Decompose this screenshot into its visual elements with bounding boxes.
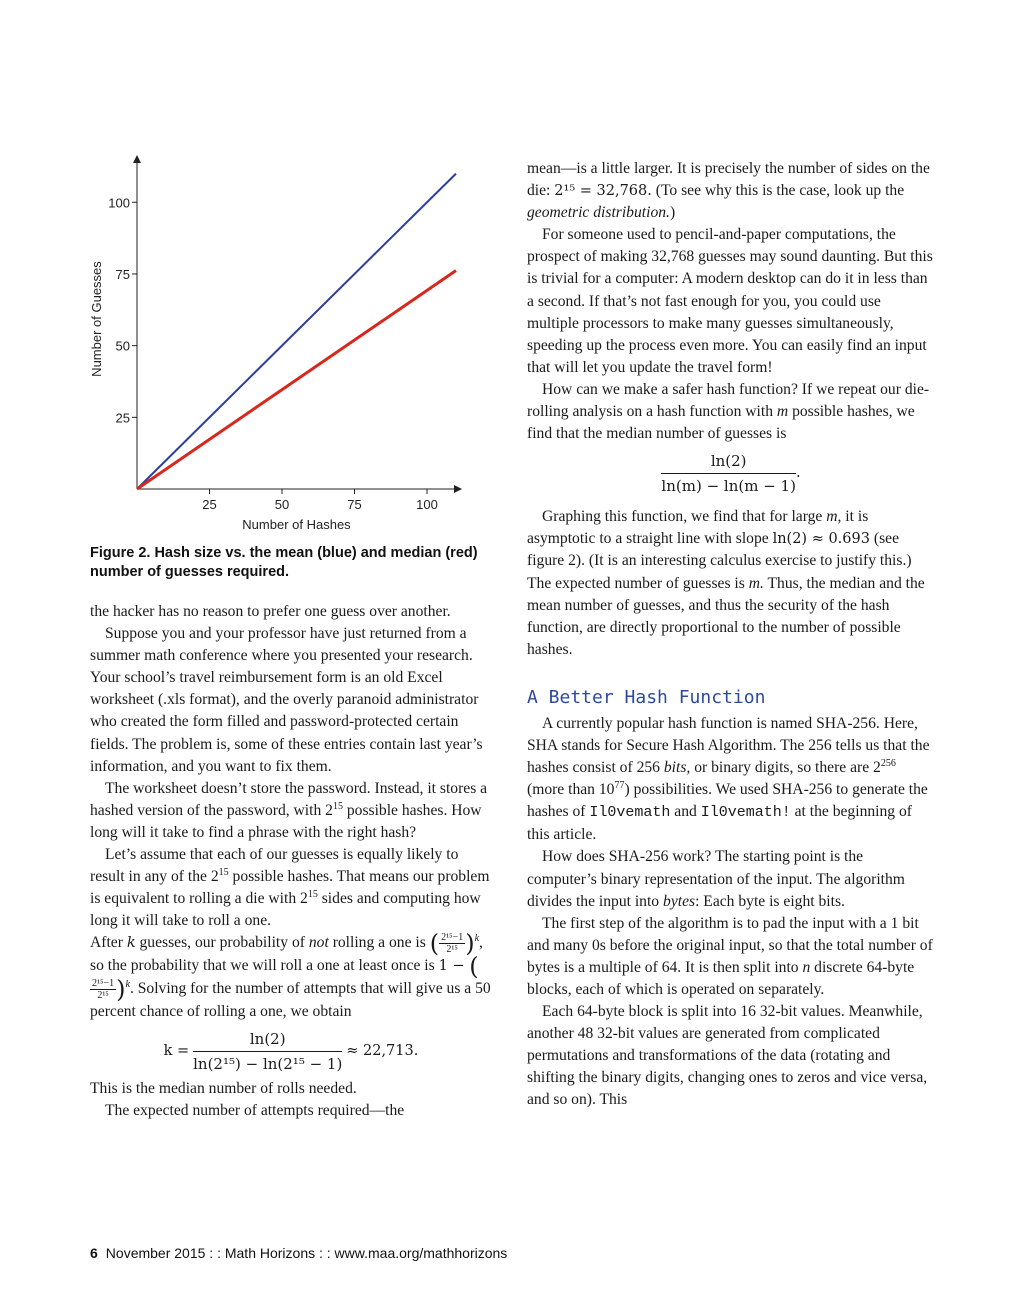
page-number: 6 xyxy=(90,1245,98,1261)
x-tick-label: 100 xyxy=(416,497,438,512)
paragraph: For someone used to pencil-and-paper computations, the prospect of making 32,768 guesses may sound daunting. But this is trivial for a computer: A modern desktop can do it in less than a second. If that’s not fast enough for you, you could use multiple processors to make many guesses simultaneously, speeding up the process even more. You can easily find an input that will let you update the travel form! xyxy=(527,226,933,376)
paragraph: How can we make a safer hash function? If we repeat our die-rolling analysis on a hash function with m possible hashes, we find that the median number of guesses is xyxy=(527,380,930,443)
section-heading: A Better Hash Function xyxy=(527,686,766,708)
y-tick-label: 75 xyxy=(115,266,130,282)
paragraph: The first step of the algorithm is to pad the input with a 1 bit and many 0s before the original input, so that the total number of bytes is a multiple of 64. It is then split into n discrete 64-byte blocks, each of which is operated on separately. xyxy=(527,914,933,998)
paragraph: Graphing this function, we find that for large m, it is asymptotic to a straight line with slope ln(2) ≈ 0.693 (see figure 2). (It is an interesting calculus exercise to justify this.) The expected number of guesses is m. Thus, the median and the mean number of guesses, and thus the security of the hash function, are directly proportional to the number of possible hashes. xyxy=(527,508,925,658)
page-footer xyxy=(90,1245,507,1261)
series-mean-line xyxy=(137,174,456,489)
y-axis-arrow xyxy=(133,155,141,163)
paragraph: The worksheet doesn’t store the password. Instead, it stores a hashed version of the password, with $2^{15}$ possible hashes. How long will it take to find a phrase with the right hash? xyxy=(90,779,488,841)
paragraph: Suppose you and your professor have just returned from a summer math conference where you presented your research. Your school’s travel reimbursement form is an old Excel worksheet (.xls format), and the overly paranoid administrator who created the form filled and password-protected certain fields. The problem is, some of these entries contain last year’s information, and you want to fix them. xyxy=(90,625,483,775)
x-axis-arrow xyxy=(454,485,462,493)
series-median-line xyxy=(137,271,456,489)
paragraph: A currently popular hash function is named SHA-256. Here, SHA stands for Secure Hash Algorithm. The 256 tells us that the hashes consist of 256 bits, or binary digits, so there are $2^{256}$ (more than $10^{77}$) possibilities. We used SHA-256 to generate the hashes of Il0vemath and Il0vemath! at the beginning of this article. xyxy=(527,714,930,844)
paragraph: Let’s assume that each of our guesses is equally likely to result in any of the $2^{15}$ possible hashes. That means our problem is equivalent to rolling a die with $2^{15}$ sides and computing how long it will take to roll a one. xyxy=(90,846,490,930)
left-column xyxy=(90,601,492,1122)
x-tick-label: 50 xyxy=(274,497,290,512)
footer-text: November 2015 : : Math Horizons : : www.maa.org/mathhorizons xyxy=(105,1245,508,1261)
paragraph: The expected number of attempts required—the xyxy=(105,1102,405,1120)
figure-caption: Figure 2. Hash size vs. the mean (blue) and median (red) number of guesses required. xyxy=(90,545,478,580)
general-median-equation: $\frac{\ln(2)}{\ln(m) - \ln(m - 1)}$ . xyxy=(661,452,801,496)
y-axis-label: Number of Guesses xyxy=(89,261,104,377)
x-axis-label: Number of Hashes xyxy=(242,517,351,532)
y-tick-label: 100 xyxy=(108,195,130,211)
paragraph: mean—is a little larger. It is precisely the number of sides on the die: 2¹⁵ = 32,768. (To see why this is the case, look up the geometric distribution.) xyxy=(527,160,930,222)
median-equation: k = $\frac{\ln(2)}{\text{ln(2¹⁵) − ln(2¹⁵ − 1)}}$ ≈ 22,713. xyxy=(163,1029,419,1073)
y-tick-label: 25 xyxy=(115,410,130,426)
right-column xyxy=(527,158,935,1112)
paragraph: Each 64-byte block is split into 16 32-bit values. Meanwhile, another 48 32-bit values are generated from complicated permutations and transformations of the data (rotating and shifting the binary digits, changing ones to zeros and vice versa, and so on). This xyxy=(527,1003,928,1109)
paragraph: How does SHA-256 work? The starting point is the computer’s binary representation of the input. The algorithm divides the input into bytes: Each byte is eight bits. xyxy=(527,848,905,910)
x-tick-label: 75 xyxy=(347,497,362,512)
fraction: $\frac{\text{2¹⁵−1}}{\text{2¹⁵}}$ xyxy=(441,932,464,956)
paragraph: After k guesses, our probability of not rolling a one is ( $\frac{\text{2¹⁵−1}}{\text{2¹⁵}}$ )$^k$, so the probability that we will roll a one at least once is 1 − ( $\frac{\text{2¹⁵−1}}{\text{2¹⁵}}$ )$^k$. Solving for the number of attempts that will give us a 50 percent chance of rolling a one, we obtain xyxy=(90,929,491,1020)
y-tick-label: 50 xyxy=(115,338,130,354)
x-tick-label: 25 xyxy=(202,497,217,512)
paragraph: This is the median number of rolls needed. xyxy=(90,1079,357,1097)
paragraph: the hacker has no reason to prefer one guess over another. xyxy=(90,603,451,620)
